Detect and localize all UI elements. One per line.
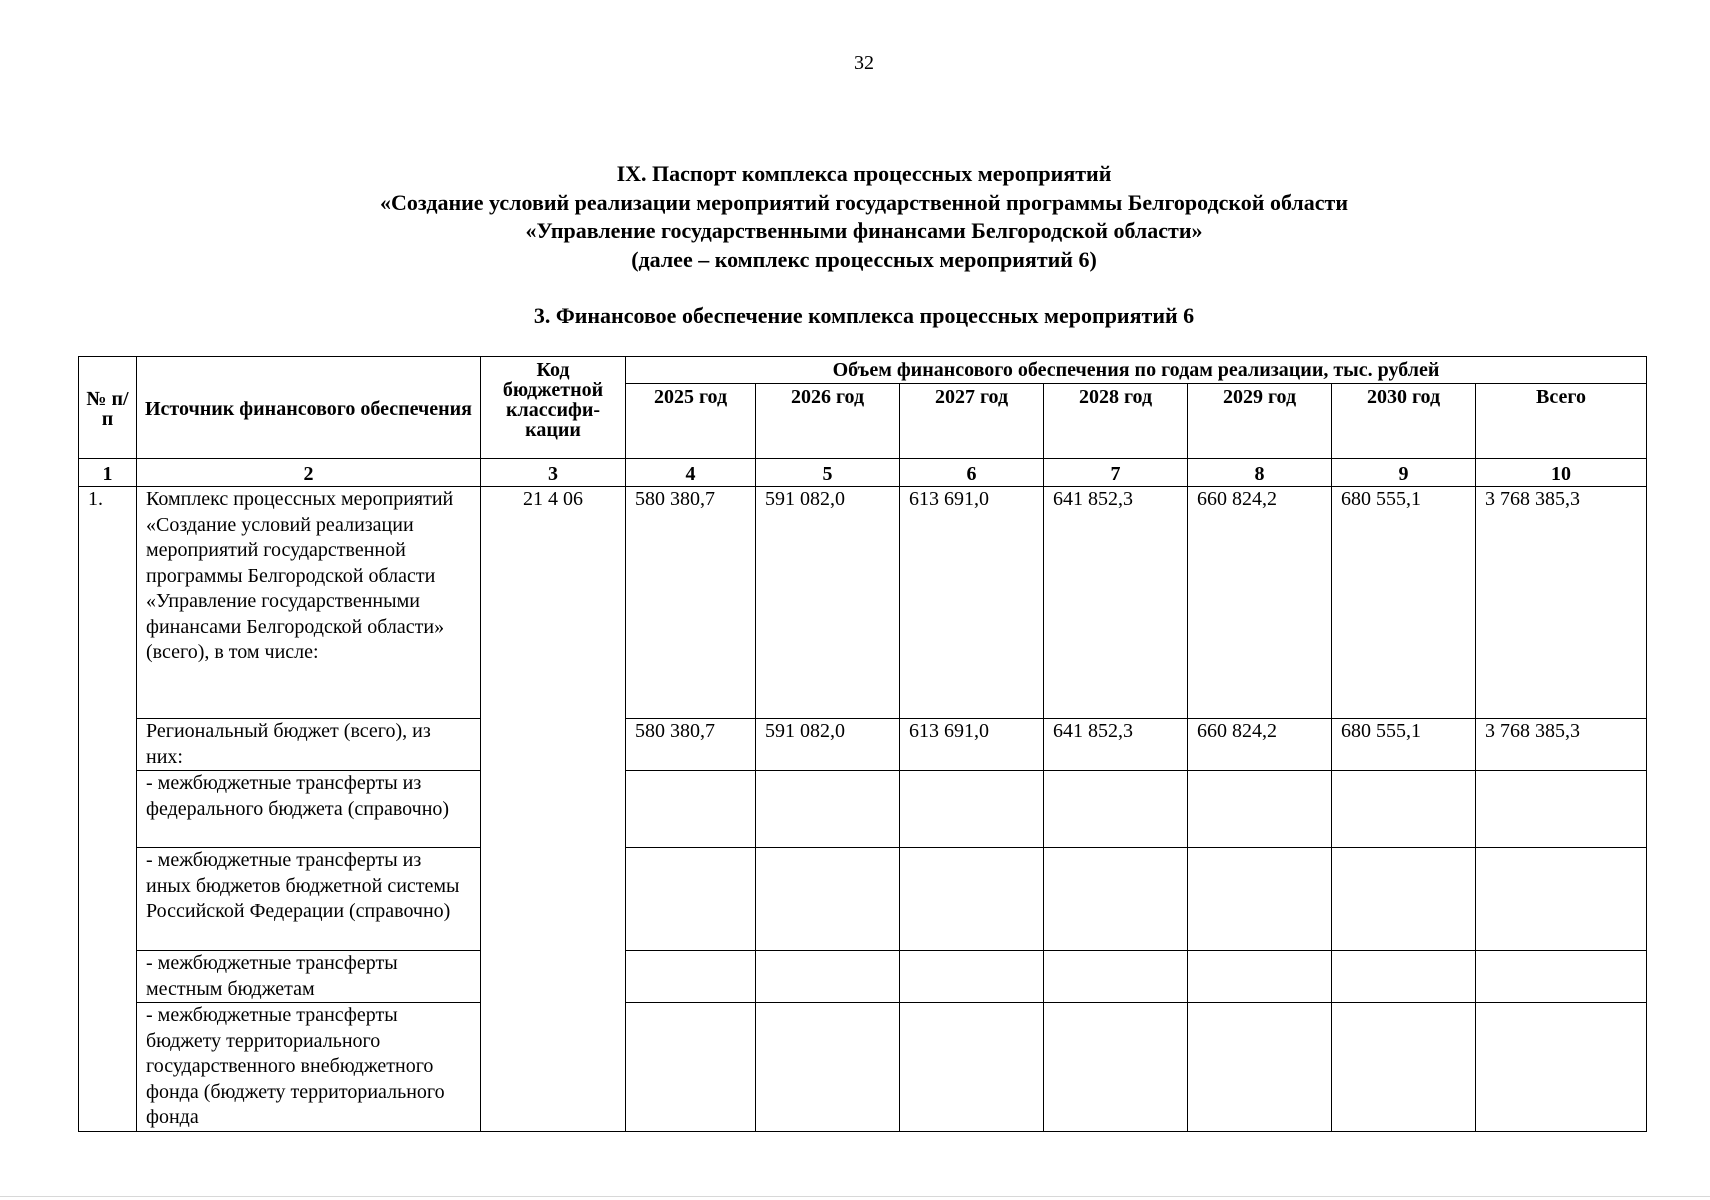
value-2027 xyxy=(900,848,1044,951)
table-row xyxy=(79,719,1647,771)
header-no: № п/п xyxy=(79,357,137,459)
value-2025 xyxy=(626,1003,756,1132)
value-2030: 680 555,1 xyxy=(1332,719,1476,771)
value-2028 xyxy=(1044,951,1188,1003)
row-source: - межбюджетные трансферты бюджету территориального государственного внебюджетного фонда (бюджету территориального фонда xyxy=(137,1003,481,1132)
value-2028 xyxy=(1044,771,1188,848)
row-source: Комплекс процессных мероприятий «Создание условий реализации мероприятий государственной программы Белгородской области «Управление государственными финансами Белгородской области» (всего), в том числе: xyxy=(137,487,481,719)
value-2029 xyxy=(1188,1003,1332,1132)
header-year-2027: 2027 год xyxy=(900,384,1044,459)
value-2027 xyxy=(900,951,1044,1003)
header-source: Источник финансового обеспечения xyxy=(137,357,481,459)
col-number: 6 xyxy=(900,459,1044,487)
value-2025 xyxy=(626,951,756,1003)
page-edge-line xyxy=(0,1196,1710,1197)
header-year-2028: 2028 год xyxy=(1044,384,1188,459)
header-year-2029: 2029 год xyxy=(1188,384,1332,459)
header-total: Всего xyxy=(1476,384,1647,459)
value-total xyxy=(1476,848,1647,951)
value-2028: 641 852,3 xyxy=(1044,487,1188,719)
value-2029: 660 824,2 xyxy=(1188,487,1332,719)
col-number: 2 xyxy=(137,459,481,487)
table-row xyxy=(79,771,1647,848)
col-number: 1 xyxy=(79,459,137,487)
value-2026: 591 082,0 xyxy=(756,719,900,771)
title-line-3: «Управление государственными финансами Белгородской области» xyxy=(525,218,1203,243)
value-2030 xyxy=(1332,848,1476,951)
col-number: 9 xyxy=(1332,459,1476,487)
value-2025: 580 380,7 xyxy=(626,719,756,771)
row-source: - межбюджетные трансферты местным бюджетам xyxy=(137,951,481,1003)
header-volume: Объем финансового обеспечения по годам реализации, тыс. рублей xyxy=(626,357,1647,384)
value-total xyxy=(1476,951,1647,1003)
col-number: 10 xyxy=(1476,459,1647,487)
value-2030 xyxy=(1332,951,1476,1003)
col-number: 5 xyxy=(756,459,900,487)
value-2027 xyxy=(900,1003,1044,1132)
value-2028 xyxy=(1044,848,1188,951)
table-row xyxy=(79,848,1647,951)
value-2025 xyxy=(626,848,756,951)
value-2025: 580 380,7 xyxy=(626,487,756,719)
value-2028 xyxy=(1044,1003,1188,1132)
title-line-1: IX. Паспорт комплекса процессных мероприятий xyxy=(616,161,1112,186)
value-2028: 641 852,3 xyxy=(1044,719,1188,771)
value-2029 xyxy=(1188,771,1332,848)
col-number: 4 xyxy=(626,459,756,487)
row-source: - межбюджетные трансферты из федерального бюджета (справочно) xyxy=(137,771,481,848)
row-number: 1. xyxy=(79,487,137,1132)
header-code: Код бюджетной классифи-кации xyxy=(481,357,626,459)
row-source: Региональный бюджет (всего), из них: xyxy=(137,719,481,771)
header-year-2025: 2025 год xyxy=(626,384,756,459)
value-total: 3 768 385,3 xyxy=(1476,487,1647,719)
header-year-2030: 2030 год xyxy=(1332,384,1476,459)
value-2026 xyxy=(756,951,900,1003)
value-total xyxy=(1476,771,1647,848)
value-2030: 680 555,1 xyxy=(1332,487,1476,719)
financing-table xyxy=(78,356,1647,1132)
value-2026 xyxy=(756,1003,900,1132)
value-2025 xyxy=(626,771,756,848)
col-number: 8 xyxy=(1188,459,1332,487)
page-number: 32 xyxy=(854,52,874,74)
col-number: 3 xyxy=(481,459,626,487)
table-row xyxy=(79,1003,1647,1132)
value-total: 3 768 385,3 xyxy=(1476,719,1647,771)
value-2029 xyxy=(1188,848,1332,951)
value-total xyxy=(1476,1003,1647,1132)
col-number: 7 xyxy=(1044,459,1188,487)
value-2027: 613 691,0 xyxy=(900,719,1044,771)
table-row xyxy=(79,951,1647,1003)
document-title xyxy=(0,160,1710,274)
value-2027: 613 691,0 xyxy=(900,487,1044,719)
value-2030 xyxy=(1332,771,1476,848)
table-row xyxy=(79,487,1647,719)
value-2027 xyxy=(900,771,1044,848)
row-code: 21 4 06 xyxy=(481,487,626,1132)
value-2026: 591 082,0 xyxy=(756,487,900,719)
value-2029: 660 824,2 xyxy=(1188,719,1332,771)
title-line-4: (далее – комплекс процессных мероприятий 6) xyxy=(631,246,1097,272)
value-2026 xyxy=(756,771,900,848)
row-source: - межбюджетные трансферты из иных бюджетов бюджетной системы Российской Федерации (справочно) xyxy=(137,848,481,951)
value-2029 xyxy=(1188,951,1332,1003)
value-2026 xyxy=(756,848,900,951)
header-year-2026: 2026 год xyxy=(756,384,900,459)
section-subtitle: 3. Финансовое обеспечение комплекса процессных мероприятий 6 xyxy=(533,303,1195,328)
value-2030 xyxy=(1332,1003,1476,1132)
title-line-2: «Создание условий реализации мероприятий государственной программы Белгородской области xyxy=(379,189,1349,215)
